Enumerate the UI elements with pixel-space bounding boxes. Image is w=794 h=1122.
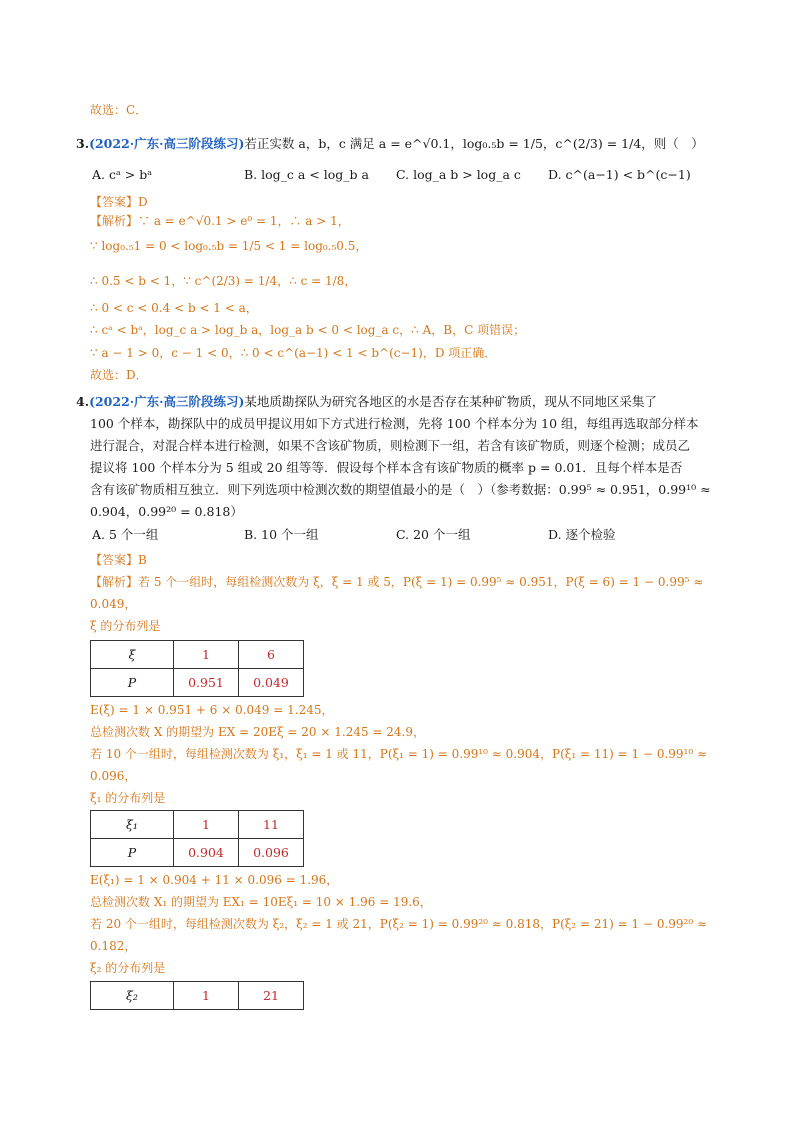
question-4-analysis-line [90,573,703,591]
analysis-text: E(ξ) = 1 × 0.951 + 6 × 0.049 = 1.245， [90,703,334,717]
answer-label: 【答案】 [90,553,139,567]
table-cell: 0.096 [239,839,304,867]
analysis-text: ∴ 0.5 < b < 1，∵ c^(2/3) = 1/4，∴ c = 1/8， [90,274,357,288]
question-4-stem-line [76,393,657,411]
analysis-text: ξ₁ 的分布列是 [90,791,166,805]
table-cell: 6 [239,641,304,669]
question-3-source: (2022·广东·高三阶段练习) [89,136,245,151]
analysis-label: 【解析】 [90,575,139,589]
question-3-option-a[interactable]: A. cᵃ > bᵃ [92,167,153,182]
table-row [91,669,304,697]
question-4-stem: 含有该矿物质相互独立．则下列选项中检测次数的期望值最小的是（ ）（参考数据：0.99⁵ ≈ 0.951，0.99¹⁰ ≈ [90,482,711,497]
analysis-text: 故选：D． [90,368,148,382]
table-cell: 0.904 [174,839,239,867]
table-cell: 1 [174,641,239,669]
analysis-label: 【解析】 [90,214,139,228]
distribution-table-1 [90,640,304,697]
analysis-text: 若 5 个一组时，每组检测次数为 ξ，ξ = 1 或 5，P(ξ = 1) = 0.99⁵ ≈ 0.951，P(ξ = 6) = 1 − 0.99⁵ ≈ [138,575,704,589]
analysis-text: ∵ a = e^√0.1 > e⁰ = 1，∴ a > 1， [138,214,350,228]
question-3-stem-line [76,135,704,153]
question-4-stem: 进行混合，对混合样本进行检测，如果不含该矿物质，则检测下一组，若含有该矿物质，则逐个检测；成员乙 [90,438,691,453]
question-4-option-c[interactable]: C. 20 个一组 [396,527,471,542]
question-3-answer [90,193,148,211]
analysis-text: ∴ 0 < c < 0.4 < b < 1 < a， [90,301,258,315]
analysis-text: 0.049， [90,597,137,611]
question-4-stem: 提议将 100 个样本分为 5 组或 20 组等等．假设每个样本含有该矿物质的概率 p = 0.01．且每个样本是否 [90,460,683,475]
analysis-text: ∴ cᵃ < bᵃ，log_c a > log_b a，log_a b < 0 < log_a c，∴ A，B，C 项错误； [90,323,526,337]
table-row [91,811,304,839]
answer-value: B [138,553,147,567]
table-row [91,641,304,669]
question-4-source: (2022·广东·高三阶段练习) [89,394,245,409]
analysis-text: 若 10 个一组时，每组检测次数为 ξ₁，ξ₁ = 1 或 11，P(ξ₁ = 1) = 0.99¹⁰ ≈ 0.904，P(ξ₁ = 11) = 1 − 0.99¹⁰ ≈ [90,747,708,761]
analysis-text: ∵ a − 1 > 0，c − 1 < 0，∴ 0 < c^(a−1) < 1 < b^(c−1)，D 项正确． [90,346,497,360]
table-cell: 1 [174,811,239,839]
table-cell: 21 [239,982,304,1010]
analysis-text: 0.182， [90,939,137,953]
answer-value: D [138,195,148,209]
table-cell: 1 [174,982,239,1010]
table-header-cell: ξ₁ [91,811,174,839]
question-4-stem: 0.904，0.99²⁰ = 0.818） [90,504,243,519]
table-cell: 0.049 [239,669,304,697]
analysis-text: 0.096， [90,769,137,783]
table-header-cell: P [91,839,174,867]
question-4-option-b[interactable]: B. 10 个一组 [244,527,319,542]
analysis-text: ξ₂ 的分布列是 [90,961,166,975]
table-row [91,839,304,867]
question-3-option-c[interactable]: C. log_a b > log_a c [396,167,521,182]
analysis-text: ∵ log₀.₅1 = 0 < log₀.₅b = 1/5 < 1 = log₀.₅0.5， [90,239,368,253]
question-4-number: 4. [76,394,90,409]
question-4-stem: 某地质勘探队为研究各地区的水是否存在某种矿物质，现从不同地区采集了 [244,394,657,409]
analysis-text: ξ 的分布列是 [90,619,161,633]
table-header-cell: P [91,669,174,697]
question-3-stem: 若正实数 a，b，c 满足 a = e^√0.1，log₀.₅b = 1/5，c^(2/3) = 1/4，则（ ） [244,136,704,151]
analysis-text: E(ξ₁) = 1 × 0.904 + 11 × 0.096 = 1.96， [90,873,339,887]
analysis-text: 若 20 个一组时，每组检测次数为 ξ₂，ξ₂ = 1 或 21，P(ξ₂ = 1) = 0.99²⁰ ≈ 0.818，P(ξ₂ = 21) = 1 − 0.99²⁰ ≈ [90,917,708,931]
question-3-analysis-line [90,212,350,230]
question-3-number: 3. [76,136,90,151]
question-4-answer [90,551,147,569]
question-3-option-d[interactable]: D. c^(a−1) < b^(c−1) [548,167,691,182]
table-row [91,982,304,1010]
distribution-table-3 [90,981,304,1010]
question-4-option-a[interactable]: A. 5 个一组 [92,527,159,542]
analysis-text: 总检测次数 X₁ 的期望为 EX₁ = 10Eξ₁ = 10 × 1.96 = 19.6， [90,895,432,909]
question-4-stem: 100 个样本，勘探队中的成员甲提议用如下方式进行检测，先将 100 个样本分为 10 组，每组再选取部分样本 [90,416,699,431]
question-4-option-d[interactable]: D. 逐个检验 [548,527,616,542]
table-cell: 11 [239,811,304,839]
table-header-cell: ξ [91,641,174,669]
analysis-text: 总检测次数 X 的期望为 EX = 20Eξ = 20 × 1.245 = 24.9， [90,725,426,739]
table-cell: 0.951 [174,669,239,697]
answer-label: 【答案】 [90,195,139,209]
previous-conclusion: 故选：C． [90,103,148,117]
distribution-table-2 [90,810,304,867]
question-3-option-b[interactable]: B. log_c a < log_b a [244,167,369,182]
table-header-cell: ξ₂ [91,982,174,1010]
